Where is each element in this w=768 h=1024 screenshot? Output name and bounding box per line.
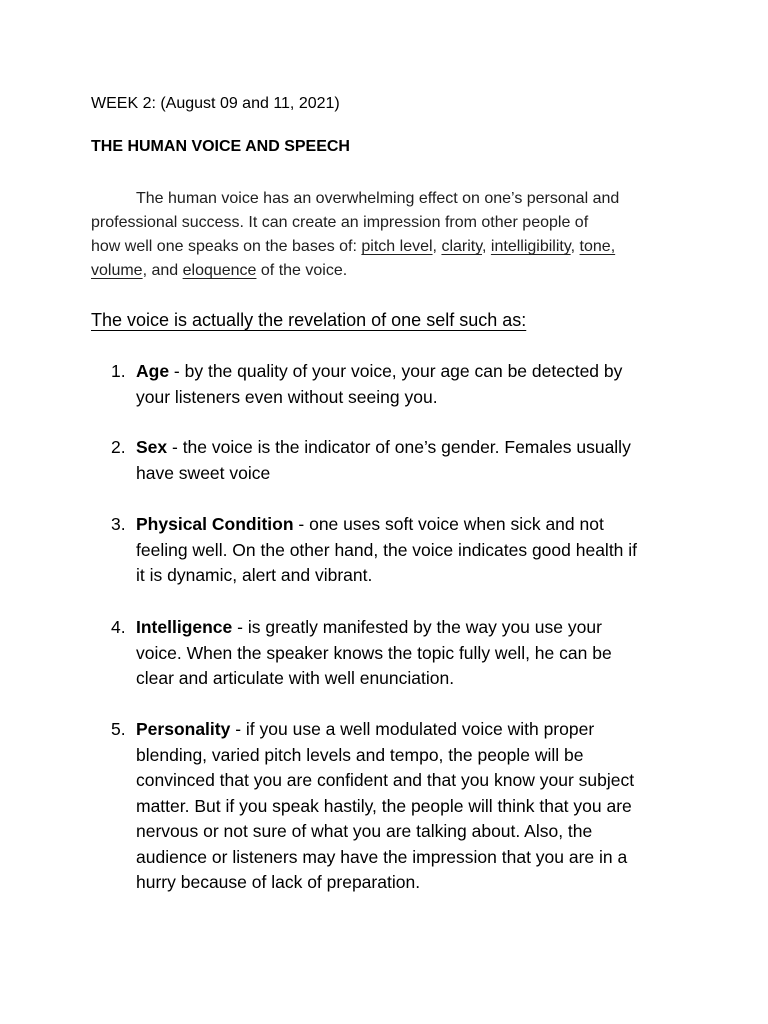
list-term: Physical Condition xyxy=(136,514,294,534)
item-line: voice. When the speaker knows the topic fully well, he can be xyxy=(136,642,612,663)
list-number: 4. xyxy=(111,617,126,637)
item-description: - is greatly manifested by the way you use your xyxy=(232,617,602,637)
intro-text: of the voice. xyxy=(256,262,348,279)
term-eloquence: eloquence xyxy=(182,262,257,279)
list-item-text xyxy=(136,717,696,896)
item-line: matter. But if you speak hastily, the people will think that you are xyxy=(136,795,632,816)
list-number: 1. xyxy=(111,361,126,381)
week-dates: (August 09 and 11, 2021) xyxy=(155,95,340,112)
separator: , xyxy=(432,238,442,255)
week-heading xyxy=(91,93,340,115)
term-pitch-level: pitch level xyxy=(361,238,433,255)
intro-line xyxy=(91,259,691,283)
item-line: have sweet voice xyxy=(136,462,271,483)
item-line: nervous or not sure of what you are talking about. Also, the xyxy=(136,821,593,841)
item-line: feeling well. On the other hand, the voice indicates good health if xyxy=(136,539,638,560)
intro-line: professional success. It can create an impression from other people of xyxy=(91,214,589,231)
item-line: convinced that you are confident and that you know your subject xyxy=(136,770,635,790)
week-label: WEEK 2: xyxy=(91,95,156,112)
term-intelligibility: intelligibility xyxy=(490,238,571,255)
list-item-text xyxy=(136,359,696,410)
item-line xyxy=(136,717,696,743)
list-number: 2. xyxy=(111,437,126,457)
item-line xyxy=(136,615,696,641)
list-term: Intelligence xyxy=(136,617,233,637)
separator: , xyxy=(482,238,491,255)
item-description: - if you use a well modulated voice with proper xyxy=(230,719,595,739)
item-line xyxy=(136,359,696,385)
item-line: hurry because of lack of preparation. xyxy=(136,872,421,892)
intro-line xyxy=(91,235,691,259)
item-line: audience or listeners may have the impression that you are in a xyxy=(136,846,628,867)
section-heading: The voice is actually the revelation of one self such as: xyxy=(91,310,527,330)
item-line: your listeners even without seeing you. xyxy=(136,386,438,407)
list-number: 5. xyxy=(111,719,126,739)
item-line: it is dynamic, alert and vibrant. xyxy=(136,565,373,585)
item-description: - by the quality of your voice, your age can be detected by xyxy=(169,361,623,381)
list-item-text xyxy=(136,512,696,589)
item-description: - one uses soft voice when sick and not xyxy=(293,514,604,534)
separator: , xyxy=(570,238,580,255)
term-volume: volume xyxy=(91,262,143,279)
intro-text: , and xyxy=(142,262,183,279)
list-item-text xyxy=(136,435,696,486)
item-line: clear and articulate with well enunciation. xyxy=(136,668,455,688)
list-number: 3. xyxy=(111,514,126,534)
term-tone: tone, xyxy=(579,238,616,255)
intro-line: The human voice has an overwhelming effect on one’s personal and xyxy=(136,190,620,207)
item-line xyxy=(136,512,696,538)
item-line: blending, varied pitch levels and tempo, the people will be xyxy=(136,744,584,765)
item-line xyxy=(136,435,696,461)
list-item-text xyxy=(136,615,696,692)
list-term: Age xyxy=(136,361,170,381)
list-term: Sex xyxy=(136,437,168,457)
intro-text: how well one speaks on the bases of: xyxy=(91,238,362,255)
intro-paragraph xyxy=(91,187,691,283)
term-clarity: clarity xyxy=(441,238,483,255)
item-description: - the voice is the indicator of one’s gender. Females usually xyxy=(167,437,631,457)
document-title: THE HUMAN VOICE AND SPEECH xyxy=(91,138,350,155)
list-term: Personality xyxy=(136,719,231,739)
